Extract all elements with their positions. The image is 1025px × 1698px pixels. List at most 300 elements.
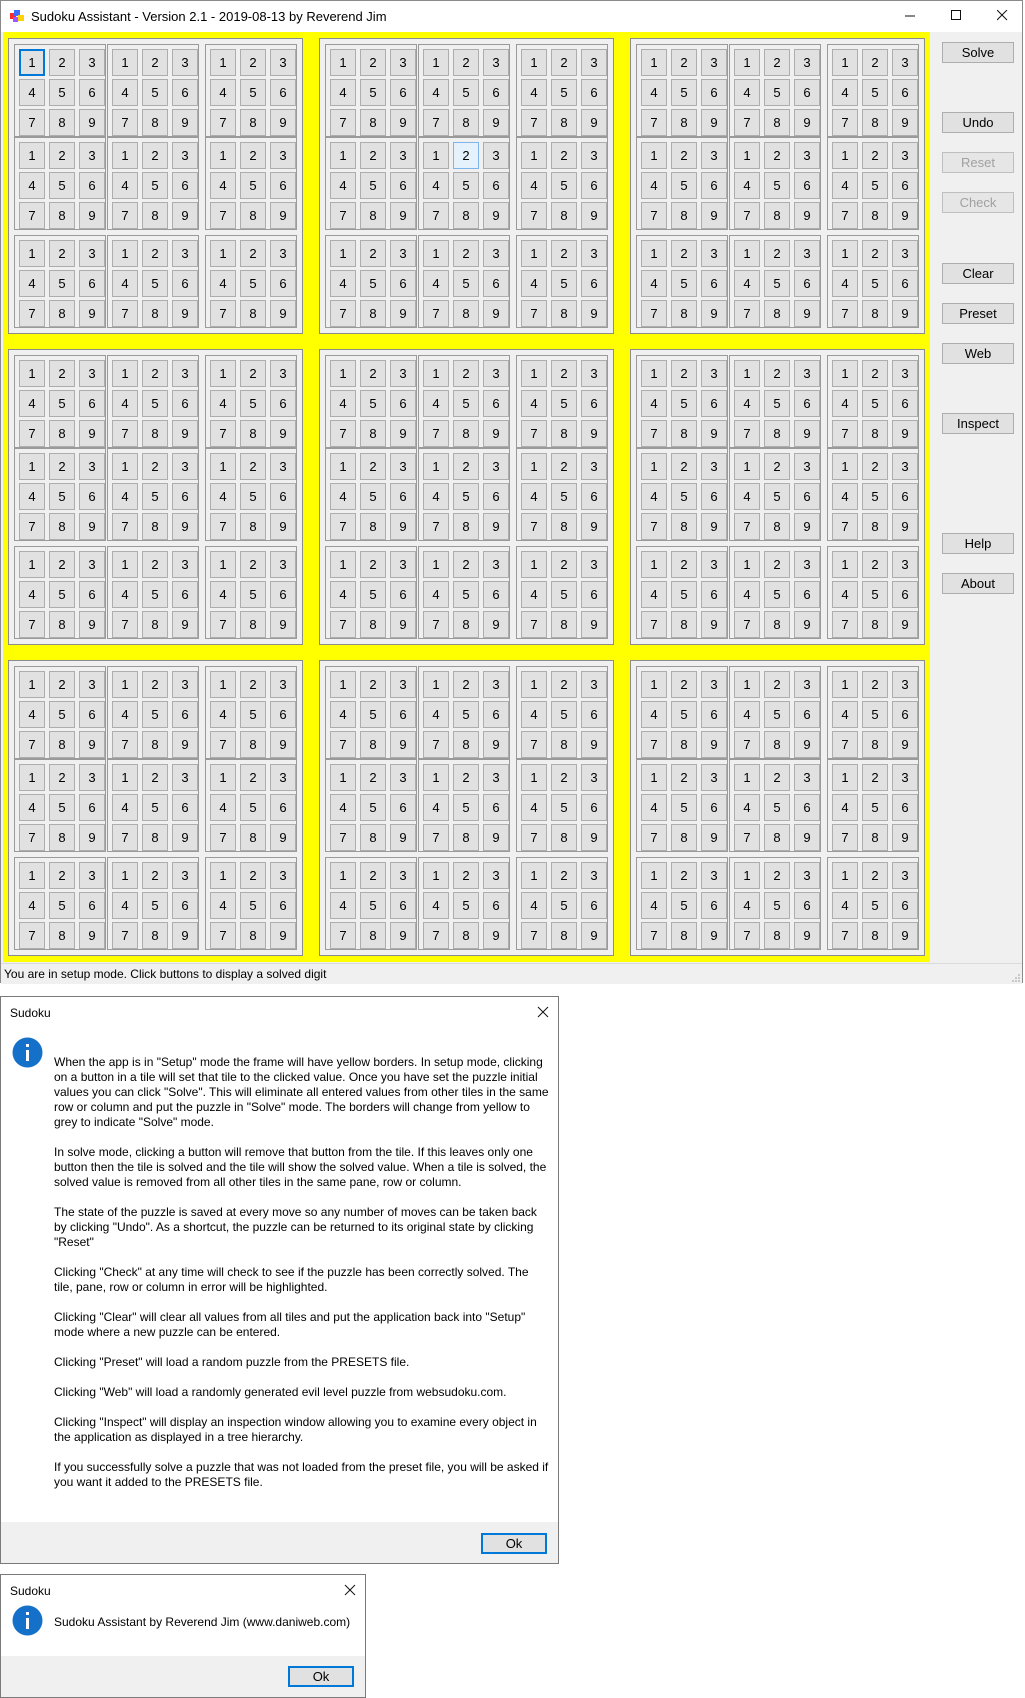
digit-button[interactable]: 9 <box>892 513 918 540</box>
digit-button[interactable]: 4 <box>734 79 760 106</box>
digit-button[interactable]: 1 <box>832 453 858 480</box>
digit-button[interactable]: 5 <box>142 390 168 417</box>
digit-button[interactable]: 1 <box>521 764 547 791</box>
digit-button[interactable]: 7 <box>641 300 667 327</box>
digit-button[interactable]: 3 <box>892 142 918 169</box>
digit-button[interactable]: 9 <box>701 420 727 447</box>
digit-button[interactable]: 6 <box>794 172 820 199</box>
digit-button[interactable]: 3 <box>701 551 727 578</box>
digit-button[interactable]: 8 <box>551 109 577 136</box>
digit-button[interactable]: 3 <box>270 862 296 889</box>
digit-button[interactable]: 2 <box>764 862 790 889</box>
close-button[interactable] <box>979 1 1025 32</box>
digit-button[interactable]: 9 <box>79 420 105 447</box>
digit-button[interactable]: 7 <box>734 731 760 758</box>
digit-button[interactable]: 8 <box>453 922 479 949</box>
digit-button[interactable]: 1 <box>521 551 547 578</box>
digit-button[interactable]: 4 <box>521 79 547 106</box>
digit-button[interactable]: 3 <box>172 551 198 578</box>
digit-button[interactable]: 4 <box>330 794 356 821</box>
digit-button[interactable]: 7 <box>112 611 138 638</box>
digit-button[interactable]: 8 <box>453 202 479 229</box>
digit-button[interactable]: 9 <box>701 513 727 540</box>
digit-button[interactable]: 3 <box>892 862 918 889</box>
digit-button[interactable]: 7 <box>641 611 667 638</box>
digit-button[interactable]: 5 <box>142 701 168 728</box>
digit-button[interactable]: 8 <box>360 922 386 949</box>
digit-button[interactable]: 6 <box>701 892 727 919</box>
digit-button[interactable]: 1 <box>832 142 858 169</box>
digit-button[interactable]: 5 <box>671 581 697 608</box>
digit-button[interactable]: 6 <box>172 270 198 297</box>
digit-button[interactable]: 6 <box>172 79 198 106</box>
digit-button[interactable]: 4 <box>521 581 547 608</box>
digit-button[interactable]: 4 <box>423 892 449 919</box>
digit-button[interactable]: 1 <box>112 240 138 267</box>
minimize-button[interactable] <box>887 1 933 32</box>
digit-button[interactable]: 8 <box>671 420 697 447</box>
digit-button[interactable]: 8 <box>49 513 75 540</box>
digit-button[interactable]: 2 <box>764 551 790 578</box>
digit-button[interactable]: 8 <box>142 420 168 447</box>
digit-button[interactable]: 1 <box>423 453 449 480</box>
clear-button[interactable]: Clear <box>942 263 1014 284</box>
digit-button[interactable]: 3 <box>390 453 416 480</box>
digit-button[interactable]: 7 <box>19 109 45 136</box>
digit-button[interactable]: 2 <box>764 360 790 387</box>
digit-button[interactable]: 8 <box>240 611 266 638</box>
digit-button[interactable]: 9 <box>892 731 918 758</box>
digit-button[interactable]: 4 <box>734 892 760 919</box>
digit-button[interactable]: 4 <box>641 390 667 417</box>
digit-button[interactable]: 3 <box>483 551 509 578</box>
digit-button[interactable]: 9 <box>581 202 607 229</box>
digit-button[interactable]: 9 <box>270 513 296 540</box>
digit-button[interactable]: 2 <box>240 671 266 698</box>
digit-button[interactable]: 3 <box>701 240 727 267</box>
digit-button[interactable]: 2 <box>49 551 75 578</box>
digit-button[interactable]: 7 <box>423 109 449 136</box>
digit-button[interactable]: 8 <box>551 300 577 327</box>
digit-button[interactable]: 6 <box>270 270 296 297</box>
digit-button[interactable]: 8 <box>671 731 697 758</box>
digit-button[interactable]: 4 <box>210 390 236 417</box>
digit-button[interactable]: 4 <box>330 270 356 297</box>
digit-button[interactable]: 1 <box>112 142 138 169</box>
digit-button[interactable]: 2 <box>360 453 386 480</box>
digit-button[interactable]: 3 <box>581 49 607 76</box>
digit-button[interactable]: 1 <box>832 360 858 387</box>
digit-button[interactable]: 7 <box>832 300 858 327</box>
digit-button[interactable]: 5 <box>764 270 790 297</box>
digit-button[interactable]: 8 <box>671 922 697 949</box>
digit-button[interactable]: 9 <box>892 300 918 327</box>
digit-button[interactable]: 3 <box>79 551 105 578</box>
digit-button[interactable]: 5 <box>142 483 168 510</box>
digit-button[interactable]: 8 <box>764 922 790 949</box>
digit-button[interactable]: 6 <box>892 172 918 199</box>
digit-button[interactable]: 2 <box>142 551 168 578</box>
digit-button[interactable]: 8 <box>764 824 790 851</box>
digit-button[interactable]: 2 <box>453 142 479 169</box>
digit-button[interactable]: 2 <box>764 142 790 169</box>
digit-button[interactable]: 2 <box>360 142 386 169</box>
digit-button[interactable]: 1 <box>641 551 667 578</box>
digit-button[interactable]: 6 <box>794 794 820 821</box>
digit-button[interactable]: 7 <box>832 611 858 638</box>
digit-button[interactable]: 1 <box>734 671 760 698</box>
digit-button[interactable]: 6 <box>581 892 607 919</box>
digit-button[interactable]: 2 <box>142 240 168 267</box>
digit-button[interactable]: 9 <box>892 109 918 136</box>
digit-button[interactable]: 8 <box>240 731 266 758</box>
digit-button[interactable]: 6 <box>390 270 416 297</box>
digit-button[interactable]: 6 <box>701 794 727 821</box>
digit-button[interactable]: 8 <box>453 300 479 327</box>
digit-button[interactable]: 5 <box>764 794 790 821</box>
digit-button[interactable]: 1 <box>330 360 356 387</box>
digit-button[interactable]: 1 <box>330 764 356 791</box>
digit-button[interactable]: 9 <box>581 300 607 327</box>
digit-button[interactable]: 5 <box>862 701 888 728</box>
digit-button[interactable]: 4 <box>423 701 449 728</box>
digit-button[interactable]: 2 <box>142 862 168 889</box>
digit-button[interactable]: 6 <box>390 581 416 608</box>
digit-button[interactable]: 8 <box>453 420 479 447</box>
digit-button[interactable]: 1 <box>521 360 547 387</box>
digit-button[interactable]: 6 <box>581 270 607 297</box>
digit-button[interactable]: 4 <box>330 701 356 728</box>
digit-button[interactable]: 1 <box>210 49 236 76</box>
digit-button[interactable]: 2 <box>551 453 577 480</box>
digit-button[interactable]: 7 <box>521 420 547 447</box>
digit-button[interactable]: 5 <box>671 172 697 199</box>
digit-button[interactable]: 2 <box>142 764 168 791</box>
digit-button[interactable]: 5 <box>142 892 168 919</box>
digit-button[interactable]: 5 <box>240 794 266 821</box>
resize-grip-icon[interactable] <box>1010 972 1020 982</box>
about-button[interactable]: About <box>942 573 1014 594</box>
digit-button[interactable]: 3 <box>79 49 105 76</box>
digit-button[interactable]: 8 <box>671 824 697 851</box>
digit-button[interactable]: 1 <box>832 240 858 267</box>
digit-button[interactable]: 5 <box>862 172 888 199</box>
digit-button[interactable]: 7 <box>423 731 449 758</box>
digit-button[interactable]: 8 <box>142 300 168 327</box>
digit-button[interactable]: 9 <box>794 300 820 327</box>
digit-button[interactable]: 2 <box>453 862 479 889</box>
digit-button[interactable]: 1 <box>330 240 356 267</box>
digit-button[interactable]: 9 <box>172 420 198 447</box>
digit-button[interactable]: 8 <box>142 202 168 229</box>
digit-button[interactable]: 3 <box>172 764 198 791</box>
digit-button[interactable]: 7 <box>330 824 356 851</box>
digit-button[interactable]: 3 <box>390 240 416 267</box>
digit-button[interactable]: 4 <box>734 701 760 728</box>
digit-button[interactable]: 9 <box>270 824 296 851</box>
digit-button[interactable]: 6 <box>892 390 918 417</box>
digit-button[interactable]: 2 <box>671 142 697 169</box>
digit-button[interactable]: 9 <box>794 513 820 540</box>
digit-button[interactable]: 3 <box>270 671 296 698</box>
digit-button[interactable]: 7 <box>521 922 547 949</box>
digit-button[interactable]: 5 <box>862 892 888 919</box>
digit-button[interactable]: 7 <box>210 202 236 229</box>
digit-button[interactable]: 1 <box>112 49 138 76</box>
digit-button[interactable]: 1 <box>19 551 45 578</box>
digit-button[interactable]: 4 <box>19 581 45 608</box>
digit-button[interactable]: 2 <box>142 142 168 169</box>
digit-button[interactable]: 6 <box>79 701 105 728</box>
digit-button[interactable]: 4 <box>832 390 858 417</box>
digit-button[interactable]: 9 <box>794 109 820 136</box>
digit-button[interactable]: 6 <box>794 390 820 417</box>
digit-button[interactable]: 7 <box>832 420 858 447</box>
digit-button[interactable]: 4 <box>832 892 858 919</box>
digit-button[interactable]: 3 <box>390 764 416 791</box>
digit-button[interactable]: 2 <box>240 142 266 169</box>
digit-button[interactable]: 9 <box>79 824 105 851</box>
digit-button[interactable]: 2 <box>240 862 266 889</box>
digit-button[interactable]: 3 <box>172 671 198 698</box>
digit-button[interactable]: 8 <box>142 731 168 758</box>
digit-button[interactable]: 8 <box>764 202 790 229</box>
digit-button[interactable]: 3 <box>390 671 416 698</box>
digit-button[interactable]: 9 <box>172 202 198 229</box>
digit-button[interactable]: 3 <box>270 764 296 791</box>
digit-button[interactable]: 4 <box>112 581 138 608</box>
digit-button[interactable]: 6 <box>892 892 918 919</box>
digit-button[interactable]: 4 <box>832 79 858 106</box>
digit-button[interactable]: 7 <box>210 513 236 540</box>
digit-button[interactable]: 4 <box>423 390 449 417</box>
ok-button[interactable]: Ok <box>481 1533 547 1554</box>
digit-button[interactable]: 3 <box>270 49 296 76</box>
digit-button[interactable]: 9 <box>390 731 416 758</box>
digit-button[interactable]: 9 <box>892 202 918 229</box>
digit-button[interactable]: 3 <box>79 142 105 169</box>
digit-button[interactable]: 6 <box>172 390 198 417</box>
digit-button[interactable]: 3 <box>794 862 820 889</box>
digit-button[interactable]: 1 <box>330 453 356 480</box>
digit-button[interactable]: 8 <box>49 420 75 447</box>
digit-button[interactable]: 8 <box>764 611 790 638</box>
digit-button[interactable]: 3 <box>483 240 509 267</box>
digit-button[interactable]: 2 <box>671 764 697 791</box>
digit-button[interactable]: 4 <box>521 270 547 297</box>
digit-button[interactable]: 7 <box>210 922 236 949</box>
digit-button[interactable]: 9 <box>581 922 607 949</box>
digit-button[interactable]: 8 <box>551 513 577 540</box>
digit-button[interactable]: 1 <box>423 671 449 698</box>
digit-button[interactable]: 9 <box>172 109 198 136</box>
digit-button[interactable]: 3 <box>892 360 918 387</box>
digit-button[interactable]: 5 <box>862 270 888 297</box>
digit-button[interactable]: 9 <box>390 922 416 949</box>
digit-button[interactable]: 1 <box>19 764 45 791</box>
digit-button[interactable]: 4 <box>423 79 449 106</box>
digit-button[interactable]: 9 <box>79 731 105 758</box>
digit-button[interactable]: 3 <box>172 142 198 169</box>
digit-button[interactable]: 9 <box>581 420 607 447</box>
digit-button[interactable]: 5 <box>360 172 386 199</box>
digit-button[interactable]: 6 <box>794 581 820 608</box>
digit-button[interactable]: 5 <box>671 794 697 821</box>
check-button[interactable]: Check <box>942 192 1014 213</box>
digit-button[interactable]: 6 <box>79 172 105 199</box>
digit-button[interactable]: 4 <box>210 172 236 199</box>
digit-button[interactable]: 1 <box>112 764 138 791</box>
digit-button[interactable]: 8 <box>453 513 479 540</box>
digit-button[interactable]: 4 <box>832 701 858 728</box>
digit-button[interactable]: 6 <box>172 483 198 510</box>
digit-button[interactable]: 8 <box>240 420 266 447</box>
digit-button[interactable]: 6 <box>390 390 416 417</box>
digit-button[interactable]: 1 <box>330 862 356 889</box>
digit-button[interactable]: 3 <box>581 142 607 169</box>
digit-button[interactable]: 6 <box>390 701 416 728</box>
digit-button[interactable]: 7 <box>423 300 449 327</box>
digit-button[interactable]: 4 <box>734 483 760 510</box>
digit-button[interactable]: 1 <box>210 764 236 791</box>
digit-button[interactable]: 9 <box>79 109 105 136</box>
digit-button[interactable]: 5 <box>862 483 888 510</box>
digit-button[interactable]: 9 <box>390 300 416 327</box>
digit-button[interactable]: 6 <box>701 172 727 199</box>
digit-button[interactable]: 1 <box>641 240 667 267</box>
digit-button[interactable]: 7 <box>423 202 449 229</box>
digit-button[interactable]: 8 <box>551 202 577 229</box>
digit-button[interactable]: 9 <box>172 611 198 638</box>
digit-button[interactable]: 1 <box>832 862 858 889</box>
digit-button[interactable]: 6 <box>483 892 509 919</box>
digit-button[interactable]: 5 <box>671 270 697 297</box>
digit-button[interactable]: 1 <box>19 453 45 480</box>
digit-button[interactable]: 1 <box>734 49 760 76</box>
digit-button[interactable]: 8 <box>360 513 386 540</box>
digit-button[interactable]: 9 <box>794 922 820 949</box>
digit-button[interactable]: 7 <box>210 611 236 638</box>
digit-button[interactable]: 3 <box>701 671 727 698</box>
digit-button[interactable]: 8 <box>862 300 888 327</box>
digit-button[interactable]: 3 <box>701 862 727 889</box>
digit-button[interactable]: 6 <box>581 483 607 510</box>
digit-button[interactable]: 1 <box>112 862 138 889</box>
digit-button[interactable]: 3 <box>581 764 607 791</box>
digit-button[interactable]: 5 <box>551 172 577 199</box>
digit-button[interactable]: 7 <box>112 824 138 851</box>
digit-button[interactable]: 8 <box>49 202 75 229</box>
digit-button[interactable]: 7 <box>112 300 138 327</box>
digit-button[interactable]: 9 <box>79 513 105 540</box>
digit-button[interactable]: 4 <box>423 270 449 297</box>
digit-button[interactable]: 1 <box>112 360 138 387</box>
digit-button[interactable]: 2 <box>671 240 697 267</box>
digit-button[interactable]: 6 <box>701 390 727 417</box>
digit-button[interactable]: 7 <box>641 420 667 447</box>
digit-button[interactable]: 2 <box>142 453 168 480</box>
digit-button[interactable]: 6 <box>172 172 198 199</box>
digit-button[interactable]: 2 <box>49 142 75 169</box>
digit-button[interactable]: 8 <box>551 922 577 949</box>
digit-button[interactable]: 9 <box>483 824 509 851</box>
digit-button[interactable]: 9 <box>79 611 105 638</box>
digit-button[interactable]: 6 <box>79 794 105 821</box>
digit-button[interactable]: 6 <box>483 270 509 297</box>
digit-button[interactable]: 3 <box>701 764 727 791</box>
digit-button[interactable]: 9 <box>483 420 509 447</box>
digit-button[interactable]: 6 <box>390 79 416 106</box>
digit-button[interactable]: 3 <box>701 360 727 387</box>
digit-button[interactable]: 1 <box>521 453 547 480</box>
digit-button[interactable]: 7 <box>423 513 449 540</box>
digit-button[interactable]: 8 <box>142 922 168 949</box>
title-bar[interactable] <box>1 1 1022 32</box>
reset-button[interactable]: Reset <box>942 152 1014 173</box>
digit-button[interactable]: 9 <box>483 109 509 136</box>
digit-button[interactable]: 2 <box>49 240 75 267</box>
digit-button[interactable]: 3 <box>270 142 296 169</box>
digit-button[interactable]: 2 <box>360 240 386 267</box>
digit-button[interactable]: 4 <box>832 270 858 297</box>
digit-button[interactable]: 7 <box>112 731 138 758</box>
digit-button[interactable]: 1 <box>423 764 449 791</box>
digit-button[interactable]: 2 <box>49 453 75 480</box>
digit-button[interactable]: 3 <box>172 360 198 387</box>
digit-button[interactable]: 5 <box>453 79 479 106</box>
digit-button[interactable]: 7 <box>19 824 45 851</box>
digit-button[interactable]: 4 <box>112 892 138 919</box>
digit-button[interactable]: 4 <box>832 483 858 510</box>
digit-button[interactable]: 1 <box>734 862 760 889</box>
digit-button[interactable]: 3 <box>794 453 820 480</box>
digit-button[interactable]: 3 <box>172 49 198 76</box>
ok-button[interactable]: Ok <box>288 1666 354 1687</box>
digit-button[interactable]: 2 <box>862 240 888 267</box>
digit-button[interactable]: 8 <box>862 611 888 638</box>
digit-button[interactable]: 9 <box>172 922 198 949</box>
digit-button[interactable]: 8 <box>671 513 697 540</box>
digit-button[interactable]: 3 <box>794 764 820 791</box>
digit-button[interactable]: 8 <box>453 109 479 136</box>
digit-button[interactable]: 3 <box>892 453 918 480</box>
digit-button[interactable]: 3 <box>270 240 296 267</box>
digit-button[interactable]: 4 <box>423 172 449 199</box>
digit-button[interactable]: 9 <box>483 513 509 540</box>
digit-button[interactable]: 1 <box>19 240 45 267</box>
digit-button[interactable]: 4 <box>112 701 138 728</box>
digit-button[interactable]: 1 <box>641 764 667 791</box>
digit-button[interactable]: 5 <box>240 390 266 417</box>
digit-button[interactable]: 6 <box>390 483 416 510</box>
digit-button[interactable]: 6 <box>390 172 416 199</box>
digit-button[interactable]: 8 <box>240 202 266 229</box>
digit-button[interactable]: 2 <box>453 764 479 791</box>
digit-button[interactable]: 9 <box>483 731 509 758</box>
digit-button[interactable]: 7 <box>521 731 547 758</box>
digit-button[interactable]: 1 <box>641 453 667 480</box>
digit-button[interactable]: 3 <box>892 671 918 698</box>
digit-button[interactable]: 7 <box>832 922 858 949</box>
digit-button[interactable]: 6 <box>172 701 198 728</box>
digit-button[interactable]: 4 <box>423 483 449 510</box>
digit-button[interactable]: 8 <box>764 513 790 540</box>
digit-button[interactable]: 5 <box>240 892 266 919</box>
digit-button[interactable]: 7 <box>423 611 449 638</box>
digit-button[interactable]: 1 <box>210 360 236 387</box>
digit-button[interactable]: 5 <box>862 794 888 821</box>
digit-button[interactable]: 1 <box>641 49 667 76</box>
